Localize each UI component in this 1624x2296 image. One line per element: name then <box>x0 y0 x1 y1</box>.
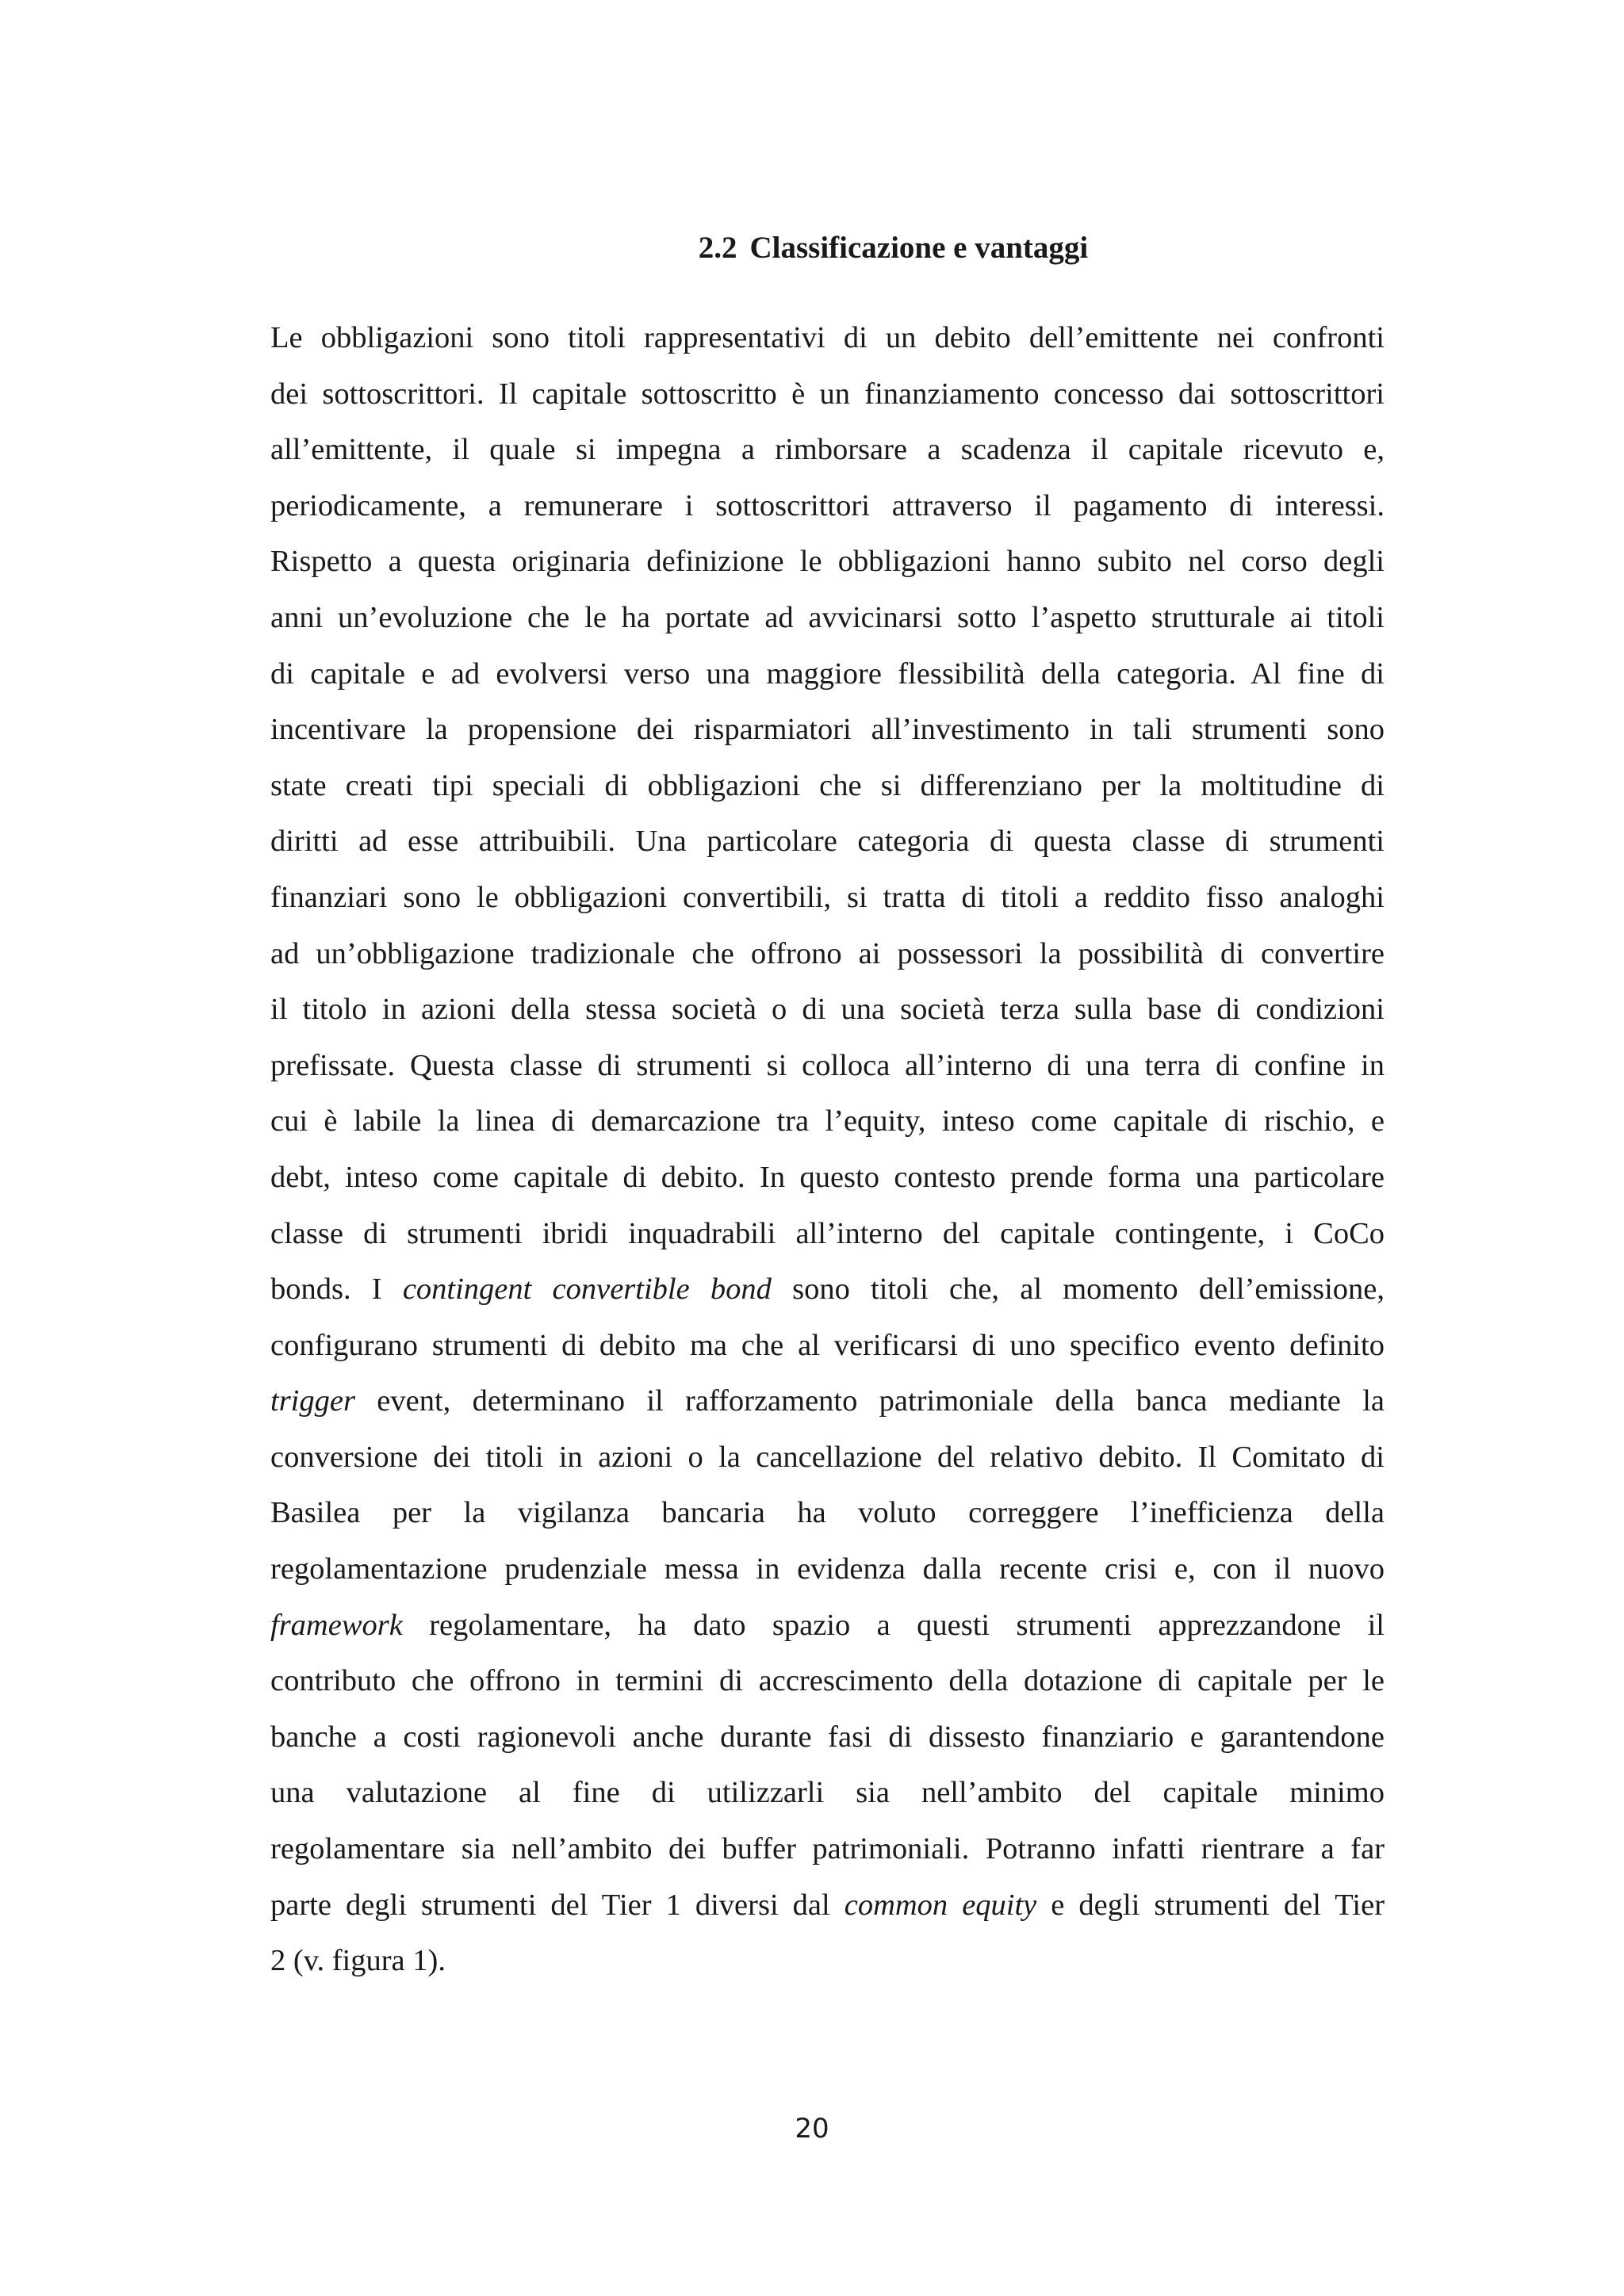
text-line <box>270 1821 1385 1877</box>
text-line <box>270 926 1385 982</box>
text-line <box>270 1485 1385 1541</box>
text-line <box>270 478 1385 534</box>
text-run: cui è labile la linea di demarcazione tra l’equity, inteso come capitale di rischio, e <box>270 1104 1385 1138</box>
text-line <box>270 1150 1385 1206</box>
text-line <box>270 1653 1385 1709</box>
section-number: 2.2 <box>698 231 737 265</box>
text-run: Rispetto a questa originaria definizione le obbligazioni hanno subito nel corso degli <box>270 545 1385 579</box>
text-line <box>270 982 1385 1038</box>
text-line <box>270 702 1385 758</box>
text-line <box>270 1541 1385 1598</box>
text-line <box>270 813 1385 870</box>
section-heading <box>0 228 1624 268</box>
text-line <box>270 1709 1385 1766</box>
text-line <box>270 1261 1385 1318</box>
text-line <box>270 1598 1385 1654</box>
text-run: sono titoli che, al momento dell’emissione, <box>771 1272 1385 1307</box>
text-run: una valutazione al fine di utilizzarli sia nell’ambito del capitale minimo <box>270 1776 1385 1810</box>
text-run: parte degli strumenti del Tier 1 diversi dal <box>270 1888 845 1922</box>
text-run: di capitale e ad evolversi verso una maggiore flessibilità della categoria. Al fine di <box>270 656 1385 691</box>
text-line <box>270 870 1385 926</box>
text-run: diritti ad esse attribuibili. Una particolare categoria di questa classe di strumenti <box>270 825 1385 859</box>
text-line <box>270 1933 1385 1989</box>
text-run: finanziari sono le obbligazioni convertibili, si tratta di titoli a reddito fisso analoghi <box>270 880 1385 914</box>
text-run: il titolo in azioni della stessa società o di una società terza sulla base di condizioni <box>270 993 1385 1027</box>
text-run: banche a costi ragionevoli anche durante fasi di dissesto finanziario e garantendone <box>270 1720 1385 1754</box>
text-run: regolamentazione prudenziale messa in evidenza dalla recente crisi e, con il nuovo <box>270 1552 1385 1586</box>
text-run: dei sottoscrittori. Il capitale sottoscritto è un finanziamento concesso dai sottoscrittori <box>270 377 1385 411</box>
section-title: Classificazione e vantaggi <box>749 231 1089 265</box>
text-line <box>270 758 1385 814</box>
text-run: classe di strumenti ibridi inquadrabili all’interno del capitale contingente, i CoCo <box>270 1216 1385 1250</box>
text-run: contributo che offrono in termini di accrescimento della dotazione di capitale per le <box>270 1664 1385 1698</box>
text-run: debt, inteso come capitale di debito. In questo contesto prende forma una particolare <box>270 1160 1385 1194</box>
text-line <box>270 1318 1385 1374</box>
text-line <box>270 366 1385 423</box>
text-run: periodicamente, a remunerare i sottoscrittori attraverso il pagamento di interessi. <box>270 488 1385 522</box>
text-run: configurano strumenti di debito ma che al verificarsi di uno specifico evento definito <box>270 1328 1385 1362</box>
italic-text: common equity <box>844 1888 1037 1922</box>
text-line <box>270 1093 1385 1150</box>
text-run: Le obbligazioni sono titoli rappresentativi di un debito dell’emittente nei confronti <box>270 321 1385 354</box>
text-line <box>270 1038 1385 1094</box>
italic-text: trigger <box>270 1384 355 1418</box>
text-run: incentivare la propensione dei risparmiatori all’investimento in tali strumenti sono <box>270 713 1385 747</box>
italic-text: contingent convertible bond <box>402 1272 772 1307</box>
italic-text: framework <box>270 1608 403 1642</box>
text-run: regolamentare sia nell’ambito dei buffer patrimoniali. Potranno infatti rientrare a far <box>270 1832 1385 1866</box>
text-run: event, determinano il rafforzamento patrimoniale della banca mediante la <box>354 1384 1385 1418</box>
text-run: e degli strumenti del Tier <box>1036 1888 1385 1922</box>
text-run: state creati tipi speciali di obbligazioni che si differenziano per la moltitudine di <box>270 768 1385 802</box>
text-run: regolamentare, ha dato spazio a questi strumenti apprezzandone il <box>402 1608 1385 1642</box>
text-line <box>270 1429 1385 1486</box>
text-run: anni un’evoluzione che le ha portate ad avvicinarsi sotto l’aspetto strutturale ai titoli <box>270 600 1385 634</box>
page-number: 20 <box>795 2113 829 2145</box>
text-run: all’emittente, il quale si impegna a rimborsare a scadenza il capitale ricevuto e, <box>270 433 1385 467</box>
body-paragraph <box>270 310 1385 1989</box>
text-line <box>270 310 1385 366</box>
text-run: Basilea per la vigilanza bancaria ha voluto correggere l’inefficienza della <box>270 1496 1385 1530</box>
text-line <box>270 534 1385 590</box>
text-line <box>270 422 1385 478</box>
text-line <box>270 646 1385 702</box>
text-run: bonds. I <box>270 1272 403 1307</box>
text-run: ad un’obbligazione tradizionale che offrono ai possessori la possibilità di convertire <box>270 936 1385 970</box>
text-run: prefissate. Questa classe di strumenti si colloca all’interno di una terra di confine in <box>270 1048 1385 1082</box>
text-line <box>270 1373 1385 1429</box>
text-line <box>270 1877 1385 1934</box>
text-line <box>270 590 1385 646</box>
text-run: 2 (v. figura 1). <box>270 1944 446 1978</box>
text-run: conversione dei titoli in azioni o la cancellazione del relativo debito. Il Comitato di <box>270 1440 1385 1474</box>
text-line <box>270 1206 1385 1262</box>
text-line <box>270 1765 1385 1821</box>
